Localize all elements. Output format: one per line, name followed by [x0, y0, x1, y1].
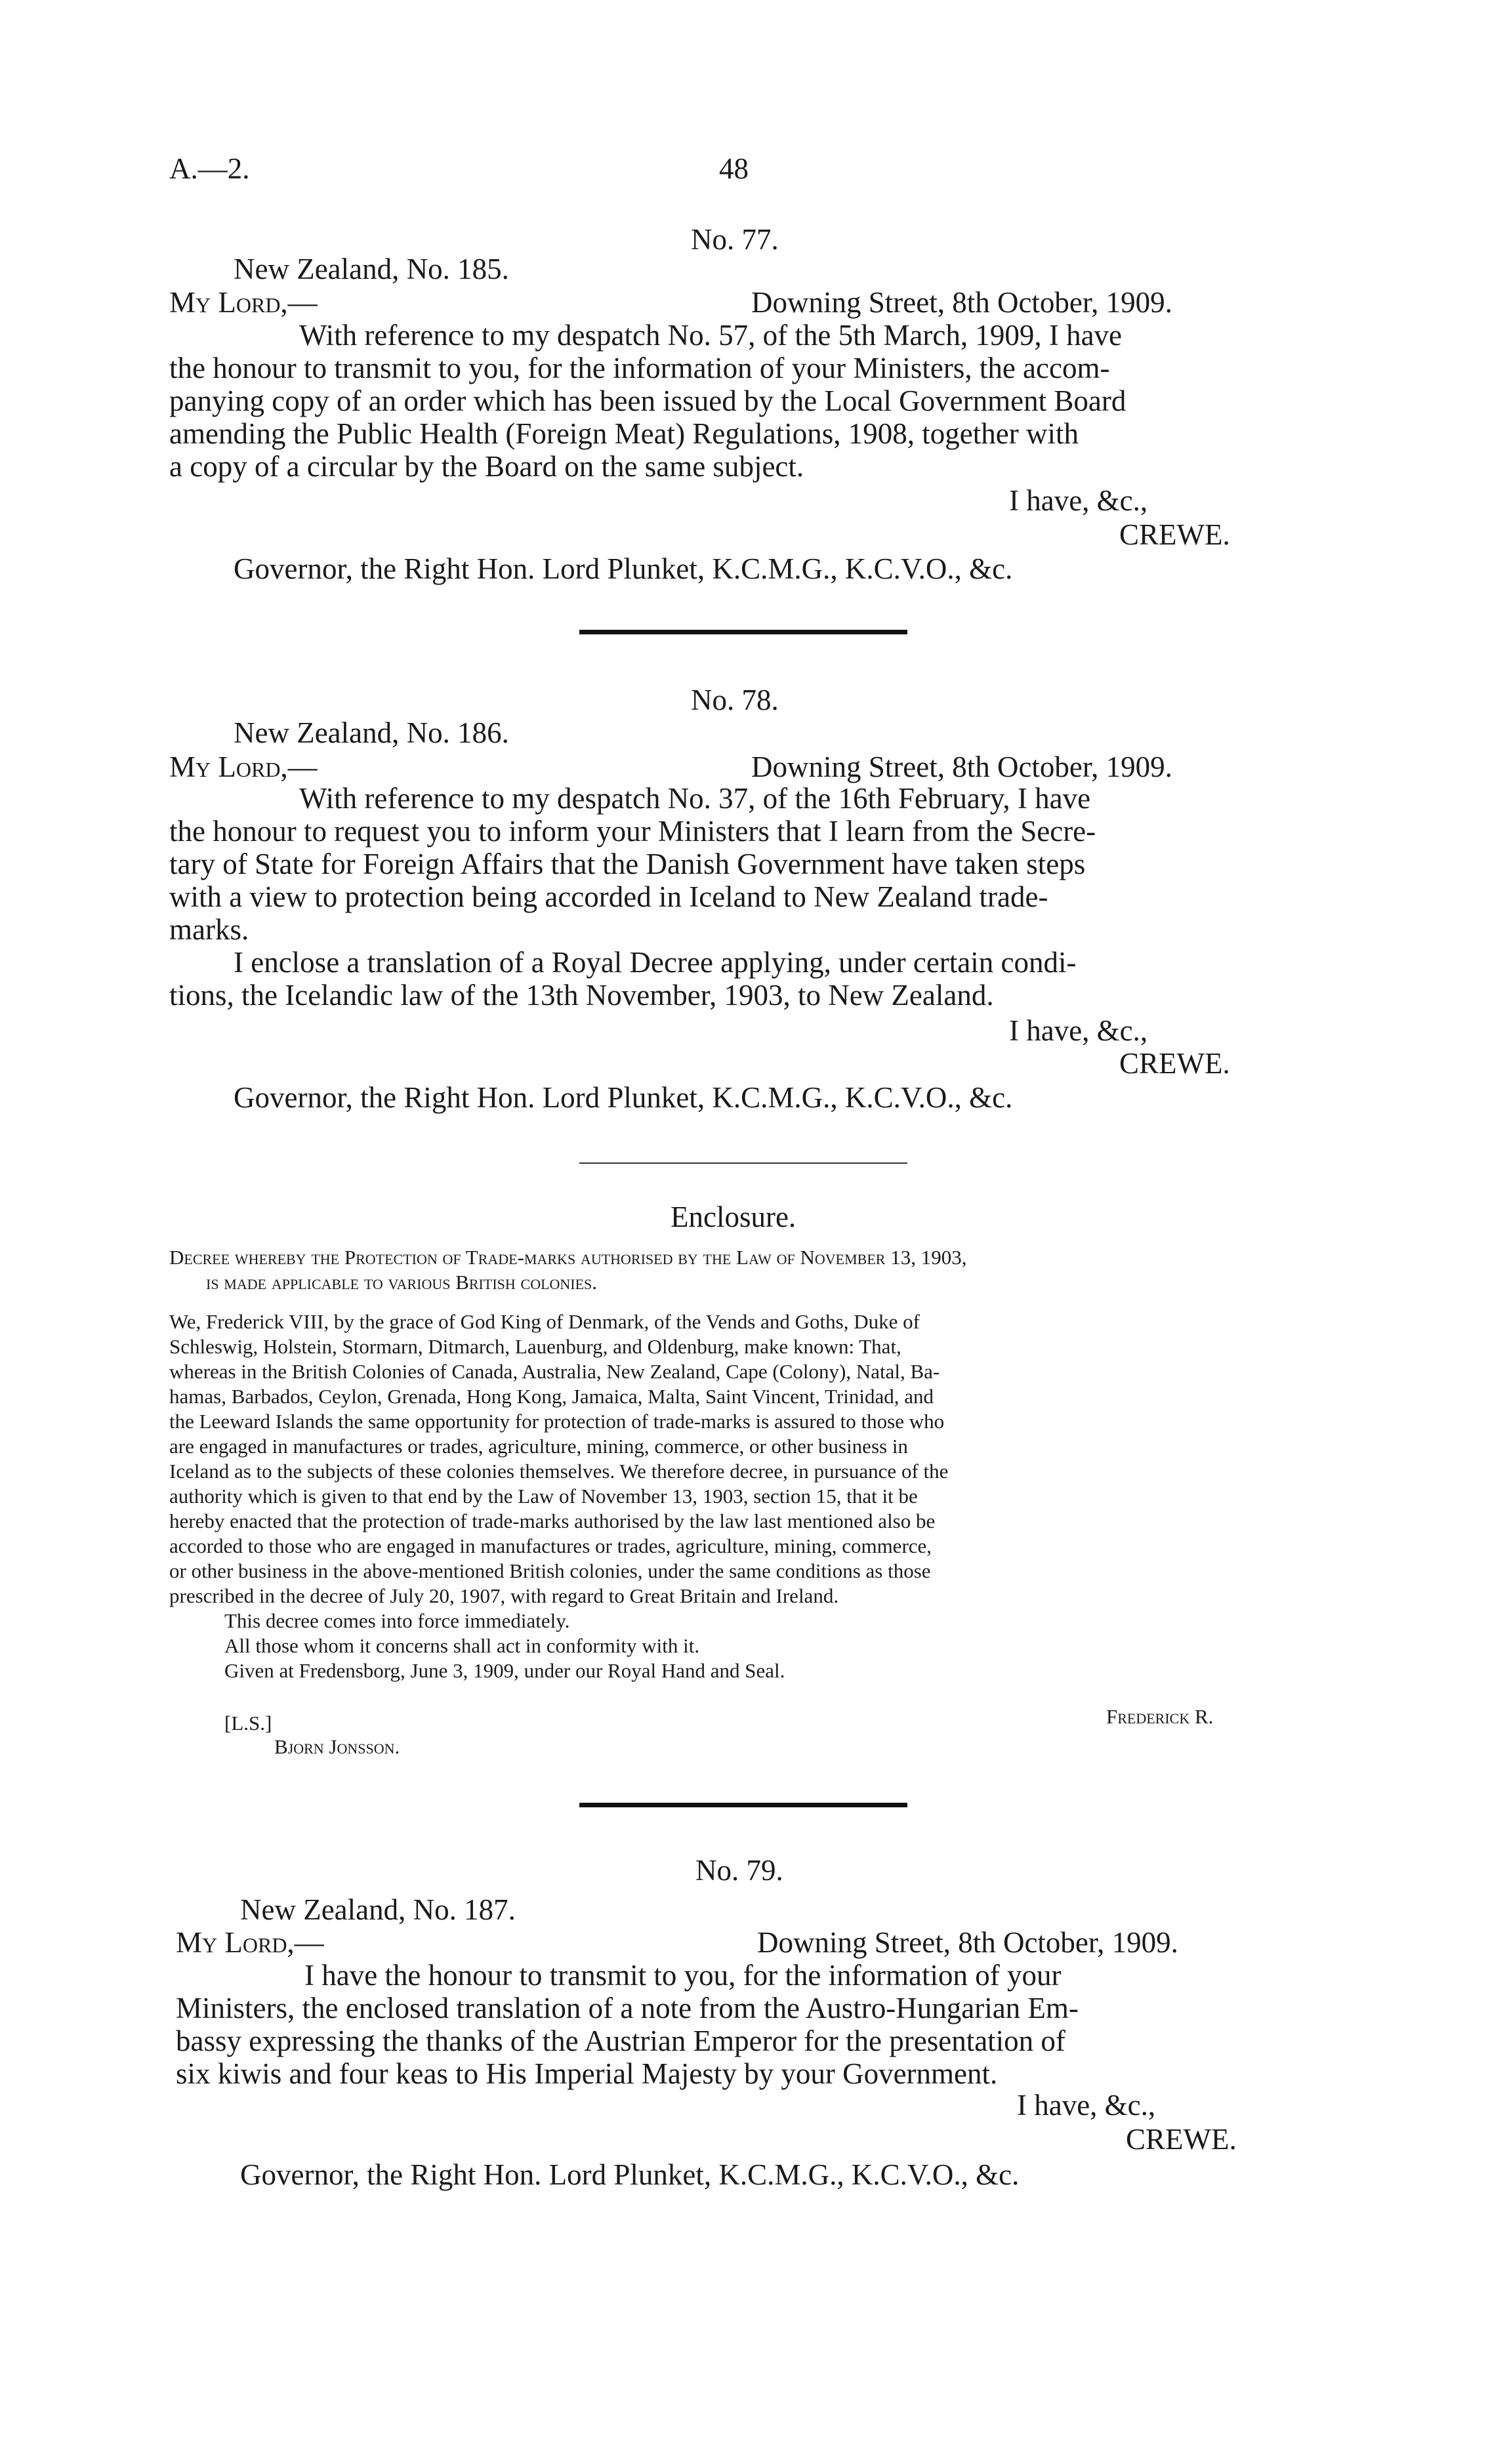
letter-78-body: [169, 782, 1324, 1012]
letter-78-dispatch: New Zealand, No. 186.: [234, 716, 509, 749]
enclosure-heading: [169, 1245, 1324, 1295]
body-line: six kiwis and four keas to His Imperial Majesty by your Government.: [176, 2057, 998, 2090]
section-divider: [579, 1803, 907, 1807]
letter-79-closing: I have, &c.,: [1017, 2089, 1156, 2122]
decree-force: This decree comes into force immediately.: [224, 1609, 570, 1632]
decree-line: whereas in the British Colonies of Canada, Australia, New Zealand, Cape (Colony), Natal, Ba-: [169, 1360, 940, 1383]
body-line: with a view to protection being accorded in Iceland to New Zealand trade-: [169, 880, 1048, 913]
letter-79-salutation: My Lord,—: [176, 1926, 324, 1959]
decree-given: Given at Fredensborg, June 3, 1909, under our Royal Hand and Seal.: [224, 1659, 785, 1682]
body-line: bassy expressing the thanks of the Austrian Emperor for the presentation of: [176, 2024, 1065, 2057]
letter-77-closing: I have, &c.,: [1009, 484, 1148, 517]
letter-77-addressee: Governor, the Right Hon. Lord Plunket, K.C.M.G., K.C.V.O., &c.: [234, 552, 1013, 585]
body-line: the honour to transmit to you, for the information of your Ministers, the accom-: [169, 352, 1110, 384]
decree-line: Schleswig, Holstein, Stormarn, Ditmarch, Lauenburg, and Oldenburg, make known: That,: [169, 1335, 901, 1358]
letter-78-addressee: Governor, the Right Hon. Lord Plunket, K.C.M.G., K.C.V.O., &c.: [234, 1081, 1013, 1114]
letter-77-place-date: Downing Street, 8th October, 1909.: [751, 286, 1172, 319]
letter-79-addressee: Governor, the Right Hon. Lord Plunket, K.C.M.G., K.C.V.O., &c.: [240, 2158, 1020, 2191]
body-line: Ministers, the enclosed translation of a note from the Austro-Hungarian Em-: [176, 1992, 1079, 2024]
body-line: a copy of a circular by the Board on the same subject.: [169, 450, 804, 483]
heading-line: is made applicable to various British colonies.: [206, 1271, 598, 1294]
king-signature: Frederick R.: [1106, 1705, 1214, 1728]
decree-line: the Leeward Islands the same opportunity for protection of trade-marks is assured to those who: [169, 1410, 945, 1433]
body-line: amending the Public Health (Foreign Meat) Regulations, 1908, together with: [169, 417, 1079, 450]
decree-line: Iceland as to the subjects of these colonies themselves. We therefore decree, in pursuance of the: [169, 1460, 949, 1483]
letter-78-number: No. 78.: [691, 684, 779, 716]
decree-line: hereby enacted that the protection of trade-marks authorised by the law last mentioned also be: [169, 1509, 936, 1532]
decree-line: hamas, Barbados, Ceylon, Grenada, Hong Kong, Jamaica, Malta, Saint Vincent, Trinidad, and: [169, 1385, 934, 1408]
heading-line: Decree whereby the Protection of Trade-marks authorised by the Law of November 13, 1903,: [169, 1246, 967, 1269]
letter-79-signature: CREWE.: [1126, 2123, 1237, 2156]
letter-77-number: No. 77.: [691, 223, 779, 256]
letter-79-number: No. 79.: [695, 1854, 783, 1887]
countersign: Bjorn Jonsson.: [274, 1735, 400, 1758]
decree-conform: All those whom it concerns shall act in conformity with it.: [224, 1634, 700, 1657]
page-ref: A.—2.: [169, 152, 250, 185]
letter-79-dispatch: New Zealand, No. 187.: [240, 1893, 516, 1926]
letter-78-place-date: Downing Street, 8th October, 1909.: [751, 750, 1172, 783]
page-number: 48: [719, 152, 749, 185]
body-line: marks.: [169, 913, 249, 946]
enclosure-body: [169, 1309, 1324, 1683]
decree-line: are engaged in manufactures or trades, agriculture, mining, commerce, or other business in: [169, 1435, 908, 1458]
body-line: panying copy of an order which has been issued by the Local Government Board: [169, 384, 1126, 417]
body-line: tions, the Icelandic law of the 13th November, 1903, to New Zealand.: [169, 979, 994, 1012]
letter-78-signature: CREWE.: [1119, 1047, 1230, 1080]
decree-line: prescribed in the decree of July 20, 1907, with regard to Great Britain and Ireland.: [169, 1584, 839, 1607]
letter-77-dispatch: New Zealand, No. 185.: [234, 253, 509, 285]
letter-79-body: [176, 1959, 1331, 2090]
enclosure-divider: [579, 1162, 907, 1164]
body-line: tary of State for Foreign Affairs that the Danish Government have taken steps: [169, 848, 1086, 880]
letter-77-salutation: My Lord,—: [169, 286, 318, 319]
body-line: the honour to request you to inform your Ministers that I learn from the Secre-: [169, 815, 1096, 848]
seal-mark: [L.S.]: [224, 1712, 272, 1735]
decree-line: authority which is given to that end by the Law of November 13, 1903, section 15, that it be: [169, 1485, 918, 1508]
enclosure-title: Enclosure.: [671, 1201, 796, 1233]
body-line: I enclose a translation of a Royal Decree applying, under certain condi-: [234, 946, 1077, 979]
section-divider: [579, 630, 907, 634]
letter-77-body: [169, 319, 1324, 483]
letter-78-closing: I have, &c.,: [1009, 1014, 1148, 1047]
letter-78-salutation: My Lord,—: [169, 750, 318, 783]
decree-line: or other business in the above-mentioned British colonies, under the same conditions as those: [169, 1559, 931, 1582]
body-line: I have the honour to transmit to you, for the information of your: [304, 1959, 1062, 1992]
letter-79-place-date: Downing Street, 8th October, 1909.: [757, 1926, 1178, 1959]
decree-line: We, Frederick VIII, by the grace of God King of Denmark, of the Vends and Goths, Duke of: [169, 1310, 920, 1333]
body-line: With reference to my despatch No. 37, of the 16th February, I have: [299, 782, 1091, 815]
decree-line: accorded to those who are engaged in manufactures or trades, agriculture, mining, commerce,: [169, 1534, 932, 1557]
body-line: With reference to my despatch No. 57, of the 5th March, 1909, I have: [299, 319, 1123, 352]
letter-77-signature: CREWE.: [1119, 518, 1230, 551]
